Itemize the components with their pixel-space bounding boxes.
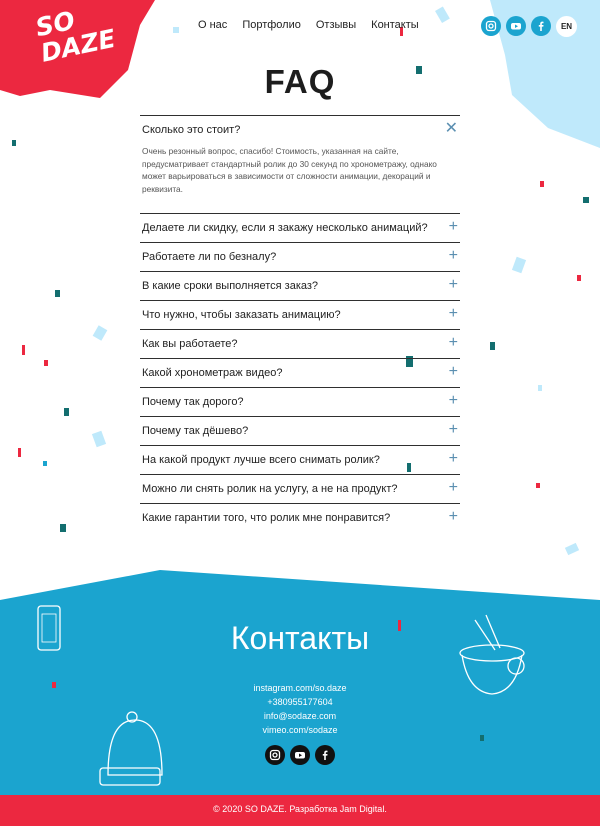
email-link[interactable]: info@sodaze.com xyxy=(263,711,337,721)
faq-item[interactable] xyxy=(140,213,460,242)
faq-item[interactable] xyxy=(140,503,460,532)
youtube-icon[interactable] xyxy=(506,16,526,36)
youtube-icon[interactable] xyxy=(290,745,310,765)
facebook-icon[interactable] xyxy=(531,16,551,36)
faq-item-open[interactable] xyxy=(140,115,460,213)
faq-question: На какой продукт лучше всего снимать ролик? xyxy=(142,454,380,467)
faq-question: Что нужно, чтобы заказать анимацию? xyxy=(142,309,341,322)
faq-question: Почему так дёшево? xyxy=(142,425,249,438)
facebook-icon[interactable] xyxy=(315,745,335,765)
plus-icon[interactable]: + xyxy=(448,450,458,468)
contact-socials xyxy=(265,745,335,765)
faq-item[interactable] xyxy=(140,416,460,445)
nav-item-contacts[interactable]: Контакты xyxy=(371,19,419,31)
plus-icon[interactable]: + xyxy=(448,305,458,323)
faq-question: Какие гарантии того, что ролик мне понравится? xyxy=(142,512,391,525)
contact-list xyxy=(0,681,600,737)
faq-question: Какой хронометраж видео? xyxy=(142,367,283,380)
faq-item[interactable] xyxy=(140,329,460,358)
faq-question: Делаете ли скидку, если я закажу несколько анимаций? xyxy=(142,222,428,235)
faq-item[interactable] xyxy=(140,474,460,503)
logo[interactable]: SO DAZE xyxy=(32,5,119,68)
footer xyxy=(0,795,600,826)
faq-question: В какие сроки выполняется заказ? xyxy=(142,280,319,293)
nav-item-about[interactable]: О нас xyxy=(198,19,228,31)
faq-question: Как вы работаете? xyxy=(142,338,238,351)
faq-item[interactable] xyxy=(140,445,460,474)
plus-icon[interactable]: + xyxy=(448,334,458,352)
faq-item[interactable] xyxy=(140,358,460,387)
plus-icon[interactable]: + xyxy=(448,421,458,439)
close-icon[interactable]: ✕ xyxy=(444,120,458,137)
phone-link[interactable]: +380955177604 xyxy=(267,697,333,707)
faq-answer: Очень резонный вопрос, спасибо! Стоимость, указанная на сайте, предусматривает стандартный ролик до 30 секунд по хронометражу, однако может варьироваться в зависимости от сложности анимации, декораций и реквизита. xyxy=(142,146,437,194)
faq-title: FAQ xyxy=(264,63,336,100)
plus-icon[interactable]: + xyxy=(448,276,458,294)
instagram-icon[interactable] xyxy=(265,745,285,765)
plus-icon[interactable]: + xyxy=(448,392,458,410)
faq-item[interactable] xyxy=(140,242,460,271)
plus-icon[interactable]: + xyxy=(448,508,458,526)
nav-item-portfolio[interactable]: Портфолио xyxy=(242,19,301,31)
vimeo-link[interactable]: vimeo.com/sodaze xyxy=(262,725,338,735)
footer-text: © 2020 SO DAZE. Разработка Jam Digital. xyxy=(213,804,387,814)
nav-item-reviews[interactable]: Отзывы xyxy=(315,19,357,31)
faq-question: Можно ли снять ролик на услугу, а не на продукт? xyxy=(142,483,398,496)
faq-question: Работаете ли по безналу? xyxy=(142,251,277,264)
language-switch[interactable]: EN xyxy=(556,16,577,37)
instagram-link[interactable]: instagram.com/so.daze xyxy=(253,683,347,693)
faq-list xyxy=(140,115,460,532)
contacts-title: Контакты xyxy=(230,620,370,656)
instagram-icon[interactable] xyxy=(481,16,501,36)
plus-icon[interactable]: + xyxy=(448,218,458,236)
faq-question: Почему так дорого? xyxy=(142,396,244,409)
plus-icon[interactable]: + xyxy=(448,247,458,265)
plus-icon[interactable]: + xyxy=(448,363,458,381)
faq-question: Сколько это стоит? xyxy=(142,124,241,136)
main-nav xyxy=(198,19,419,31)
faq-item[interactable] xyxy=(140,271,460,300)
plus-icon[interactable]: + xyxy=(448,479,458,497)
header-socials xyxy=(481,16,577,37)
faq-item[interactable] xyxy=(140,300,460,329)
faq-item[interactable] xyxy=(140,387,460,416)
